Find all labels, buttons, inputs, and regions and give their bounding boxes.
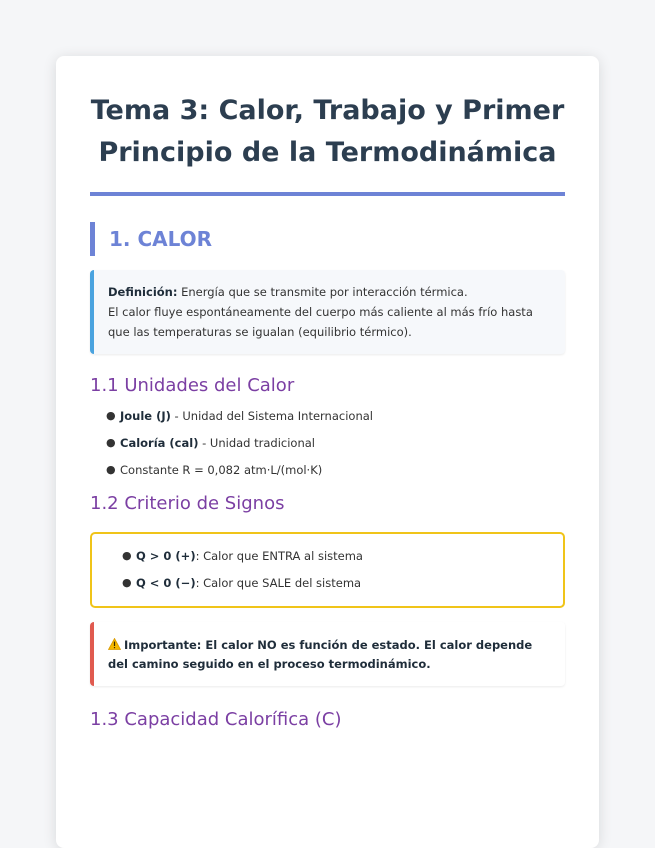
bullet-dot: ● <box>106 463 116 476</box>
bullet-dot: ● <box>122 549 132 562</box>
subsection-heading-capacity: 1.3 Capacidad Calorífica (C) <box>90 709 342 730</box>
definition-label: Definición: <box>108 285 178 299</box>
list-item-text: - Unidad tradicional <box>198 436 315 450</box>
list-item-strong: Q < 0 (−) <box>136 576 196 590</box>
list-item-text: Constante R = 0,082 atm·L/(mol·K) <box>120 463 323 477</box>
list-item-strong: Q > 0 (+) <box>136 549 196 563</box>
signs-list <box>92 548 549 591</box>
bullet-dot: ● <box>106 436 116 449</box>
subsection-heading-signs: 1.2 Criterio de Signos <box>90 493 285 514</box>
list-item-strong: Joule (J) <box>120 409 171 423</box>
warning-text: Importante: El calor NO es función de estado. El calor depende del camino seguido en el proceso termodinámico. <box>108 638 533 671</box>
warning-icon <box>108 638 121 650</box>
list-item-text: : Calor que SALE del sistema <box>195 576 362 590</box>
subsection-heading-units: 1.1 Unidades del Calor <box>90 375 295 396</box>
warning-box <box>90 622 565 686</box>
definition-line <box>108 282 551 302</box>
bullet-dot: ● <box>106 409 116 422</box>
list-item-strong: Caloría (cal) <box>120 436 199 450</box>
list-item-text: - Unidad del Sistema Internacional <box>170 409 373 423</box>
list-item-text: : Calor que ENTRA al sistema <box>195 549 363 563</box>
definition-text: Energía que se transmite por interacción térmica. <box>177 285 468 299</box>
bullet-dot: ● <box>122 576 132 589</box>
list-item <box>122 548 549 564</box>
list-item <box>106 435 565 451</box>
definition-explanation: El calor fluye espontáneamente del cuerpo más caliente al más frío hasta que las temperaturas se igualan (equilibrio térmico). <box>108 305 533 339</box>
list-item <box>106 408 565 424</box>
document-page <box>56 56 599 848</box>
signs-box <box>90 532 565 608</box>
definition-box <box>90 270 565 354</box>
page-title: Tema 3: Calor, Trabajo y Primer Principio de la Termodinámica <box>90 90 565 196</box>
section-heading-calor: 1. CALOR <box>90 222 565 256</box>
list-item <box>106 462 565 478</box>
list-item <box>122 575 549 591</box>
units-list <box>90 408 565 478</box>
